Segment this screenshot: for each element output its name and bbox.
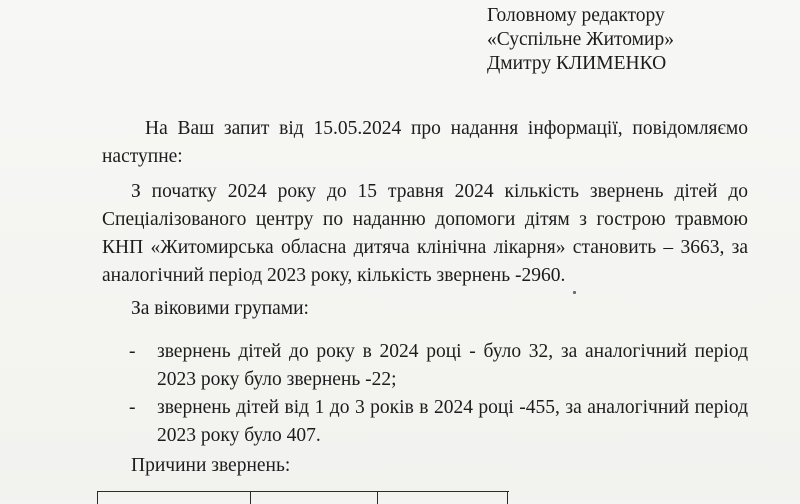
bullet-dash: - (129, 341, 136, 362)
scan-speck (573, 291, 576, 294)
list-item (102, 394, 748, 450)
addressee-block (487, 4, 674, 76)
table-column-divider (377, 492, 378, 504)
statistics-line-4: аналогічний період 2023 року, кількість звернень -2960. (102, 265, 566, 286)
list-item-line-2: 2023 року було 407. (157, 425, 321, 446)
statistics-paragraph (102, 178, 748, 290)
statistics-line-1: З початку 2024 року до 15 травня 2024 кількість звернень дітей до (131, 181, 748, 202)
table-border-left (97, 492, 98, 504)
statistics-line-2: Спеціалізованого центру по наданню допомоги дітям з гострою травмою (102, 209, 748, 230)
intro-line-1: На Ваш запит від 15.05.2024 про надання інформації, повідомляємо (145, 118, 748, 139)
table-border-right (507, 492, 508, 504)
addressee-name: Дмитру КЛИМЕНКО (487, 53, 667, 74)
table-column-divider (250, 492, 251, 504)
causes-label: Причини звернень: (131, 455, 291, 476)
list-item (102, 338, 748, 394)
addressee-title: Головному редактору (487, 5, 665, 26)
age-groups-list (102, 338, 748, 450)
list-item-line-2: 2023 року було звернень -22; (157, 369, 397, 390)
list-item-line-1: звернень дітей до року в 2024 році - було 32, за аналогічний період (157, 341, 748, 362)
bullet-dash: - (129, 397, 136, 418)
addressee-organization: «Суспільне Житомир» (487, 29, 674, 50)
intro-paragraph (102, 115, 748, 171)
causes-table-top-edge (97, 491, 509, 504)
statistics-line-3: КНП «Житомирська обласна дитяча клінічна лікарня» становить – 3663, за (102, 237, 748, 258)
age-groups-label: За віковими групами: (131, 298, 309, 319)
list-item-line-1: звернень дітей від 1 до 3 років в 2024 році -455, за аналогічний період (157, 397, 748, 418)
intro-line-2: наступне: (102, 146, 183, 167)
